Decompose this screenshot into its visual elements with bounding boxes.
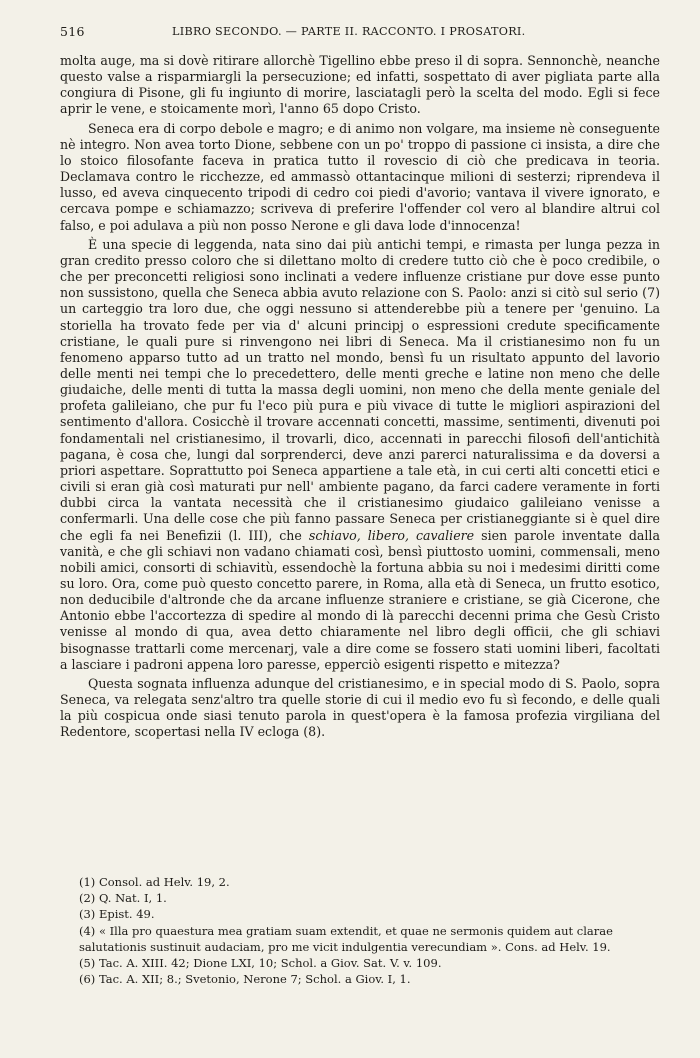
page-header: [60, 22, 660, 44]
footnotes: [60, 874, 660, 987]
paragraph-3-italic-phrase: schiavo, libero, cavaliere: [308, 527, 475, 543]
footnote-4: (4) « Illa pro quaestura mea gratiam suam extendit, et quae ne sermonis quidem aut clarae salutationis sustinuit audaciam, pro me vicit indulgentia verecundiam ». Cons. ad Helv. 19.: [79, 923, 613, 954]
footnote-3: (3) Epist. 49.: [79, 907, 155, 922]
footnote-6: (6) Tac. A. XII; 8.; Svetonio, Nerone 7; Schol. a Giov. I, 1.: [79, 972, 411, 987]
paragraph-2: Seneca era di corpo debole e magro; e di animo non volgare, ma insieme nè conseguente nè integro. Non avea torto Dione, sebbene con un po' troppo di passione ci insista, a dire che lo stoico filosofante faceva in pratica tutto il rovescio di ciò che predicava in teoria. Declamava contro le ricchezze, ed ammassò ottantacinque milioni di sesterzi; riprendeva il lusso, ed aveva cinquecento tripodi di cedro coi piedi d'avorio; vantava il vivere ignorato, e cercava pompe e schiamazzo; scriveva di preferire l'offender col vero al blandire altrui col falso, e poi adulava a più non posso Nerone e gli dava lode d'innocenza!: [60, 120, 660, 233]
main-text: [60, 53, 660, 744]
running-head: LIBRO SECONDO. — PARTE II. RACCONTO. I PROSATORI.: [172, 25, 526, 38]
footnote-5: (5) Tac. A. XIII. 42; Dione LXI, 10; Schol. a Giov. Sat. V. v. 109.: [79, 956, 442, 971]
paragraph-3: [60, 237, 660, 673]
paragraph-4: Questa sognata influenza adunque del cristianesimo, e in special modo di S. Paolo, sopra Seneca, va relegata senz'altro tra quelle storie di cui il medio evo fu sì fecondo, e delle quali la più cospicua onde siasi tenuto parola in quest'opera è la famosa profezia virgiliana del Redentore, scopertasi nella IV ecloga (8).: [60, 675, 660, 740]
page-number: 516: [60, 24, 85, 39]
paragraph-3-text-b: sien parole inventate dalla vanità, e che gli schiavi non vadano chiamati così, bensì piuttosto uomini, commensali, meno nobili amici, consorti di schiavitù, essendochè la fortuna abbia su noi i medesimi diritti come su loro. Ora, come può questo concetto parere, in Roma, alla età di Seneca, un frutto esotico, non deducibile d'altronde che da arcane influenze straniere e cristiane, se già Cicerone, che Antonio ebbe l'accortezza di spedire al mondo di là parecchi decenni prima che Gesù Cristo venisse al mondo di qua, avea detto chiaramente nel libro degli officii, che gli schiavi bisognasse trattarli come mercenarj, vale a dire come se fossero stati uomini liberi, facoltati a lasciare i padroni appena loro paresse, epperciò esigenti rispetto e mitezza?: [60, 527, 660, 672]
paragraph-1: molta auge, ma si dovè ritirare allorchè Tigellino ebbe preso il di sopra. Sennonchè, neanche questo valse a risparmiargli la persecuzione; ed infatti, sospettato di aver pigliata parte alla congiura di Pisone, gli fu ingiunto di morire, lasciatagli però la scelta del modo. Egli si fece aprir le vene, e stoicamente morì, l'anno 65 dopo Cristo.: [60, 53, 660, 117]
paragraph-3-text-a: È una specie di leggenda, nata sino dai più antichi tempi, e rimasta per lunga pezza in gran credito presso coloro che si dilettano molto di credere tutto ciò che è poco credibile, o che per preconcetti religiosi sono inclinati a vedere influenze cristiane pur dove esse punto non sussistono, quella che Seneca abbia avuto relazione con S. Paolo: anzi si citò sul serio (7) un carteggio tra loro due, che oggi nessuno si attenderebbe più a tenere per 'genuino. La storiella ha trovato fede per via d' alcuni principj o espressioni credute specificamente cristiane, le quali pure si rinvengono nei libri di Seneca. Ma il cristianesimo non fu un fenomeno apparso tutto ad un tratto nel mondo, bensì fu un risultato appunto del lavorio delle menti nei tempi che lo precedettero, delle menti greche e latine non meno che delle giudaiche, delle menti di tutta la massa degli uomini, non meno che della mente geniale del profeta galileiano, che pur fu l'eco più pura e più vivace di tutte le migliori aspirazioni del sentimento d'allora. Cosicchè il trovare accennati concetti, massime, sentimenti, divenuti poi fondamentali nel cristianesimo, il trovarli, dico, accennati in parecchi filosofi dell'antichità pagana, è cosa che, lungi dal sorprenderci, deve anzi parerci naturalissima e da doversi a priori aspettare. Soprattutto poi Seneca appartiene a tale età, in cui certi alti concetti etici e civili si eran già così maturati pur nell' ambiente pagano, da farci cadere veramente in forti dubbi circa la vantata necessità che il cristianesimo giudaico galileiano venisse a confermarli. Una delle cose che più fanno passare Seneca per cristianeggiante si è quel dire che egli fa nei Benefizii (l. III), che: [60, 236, 660, 543]
footnote-1: (1) Consol. ad Helv. 19, 2.: [79, 875, 230, 889]
footnote-2: (2) Q. Nat. I, 1.: [79, 891, 167, 906]
